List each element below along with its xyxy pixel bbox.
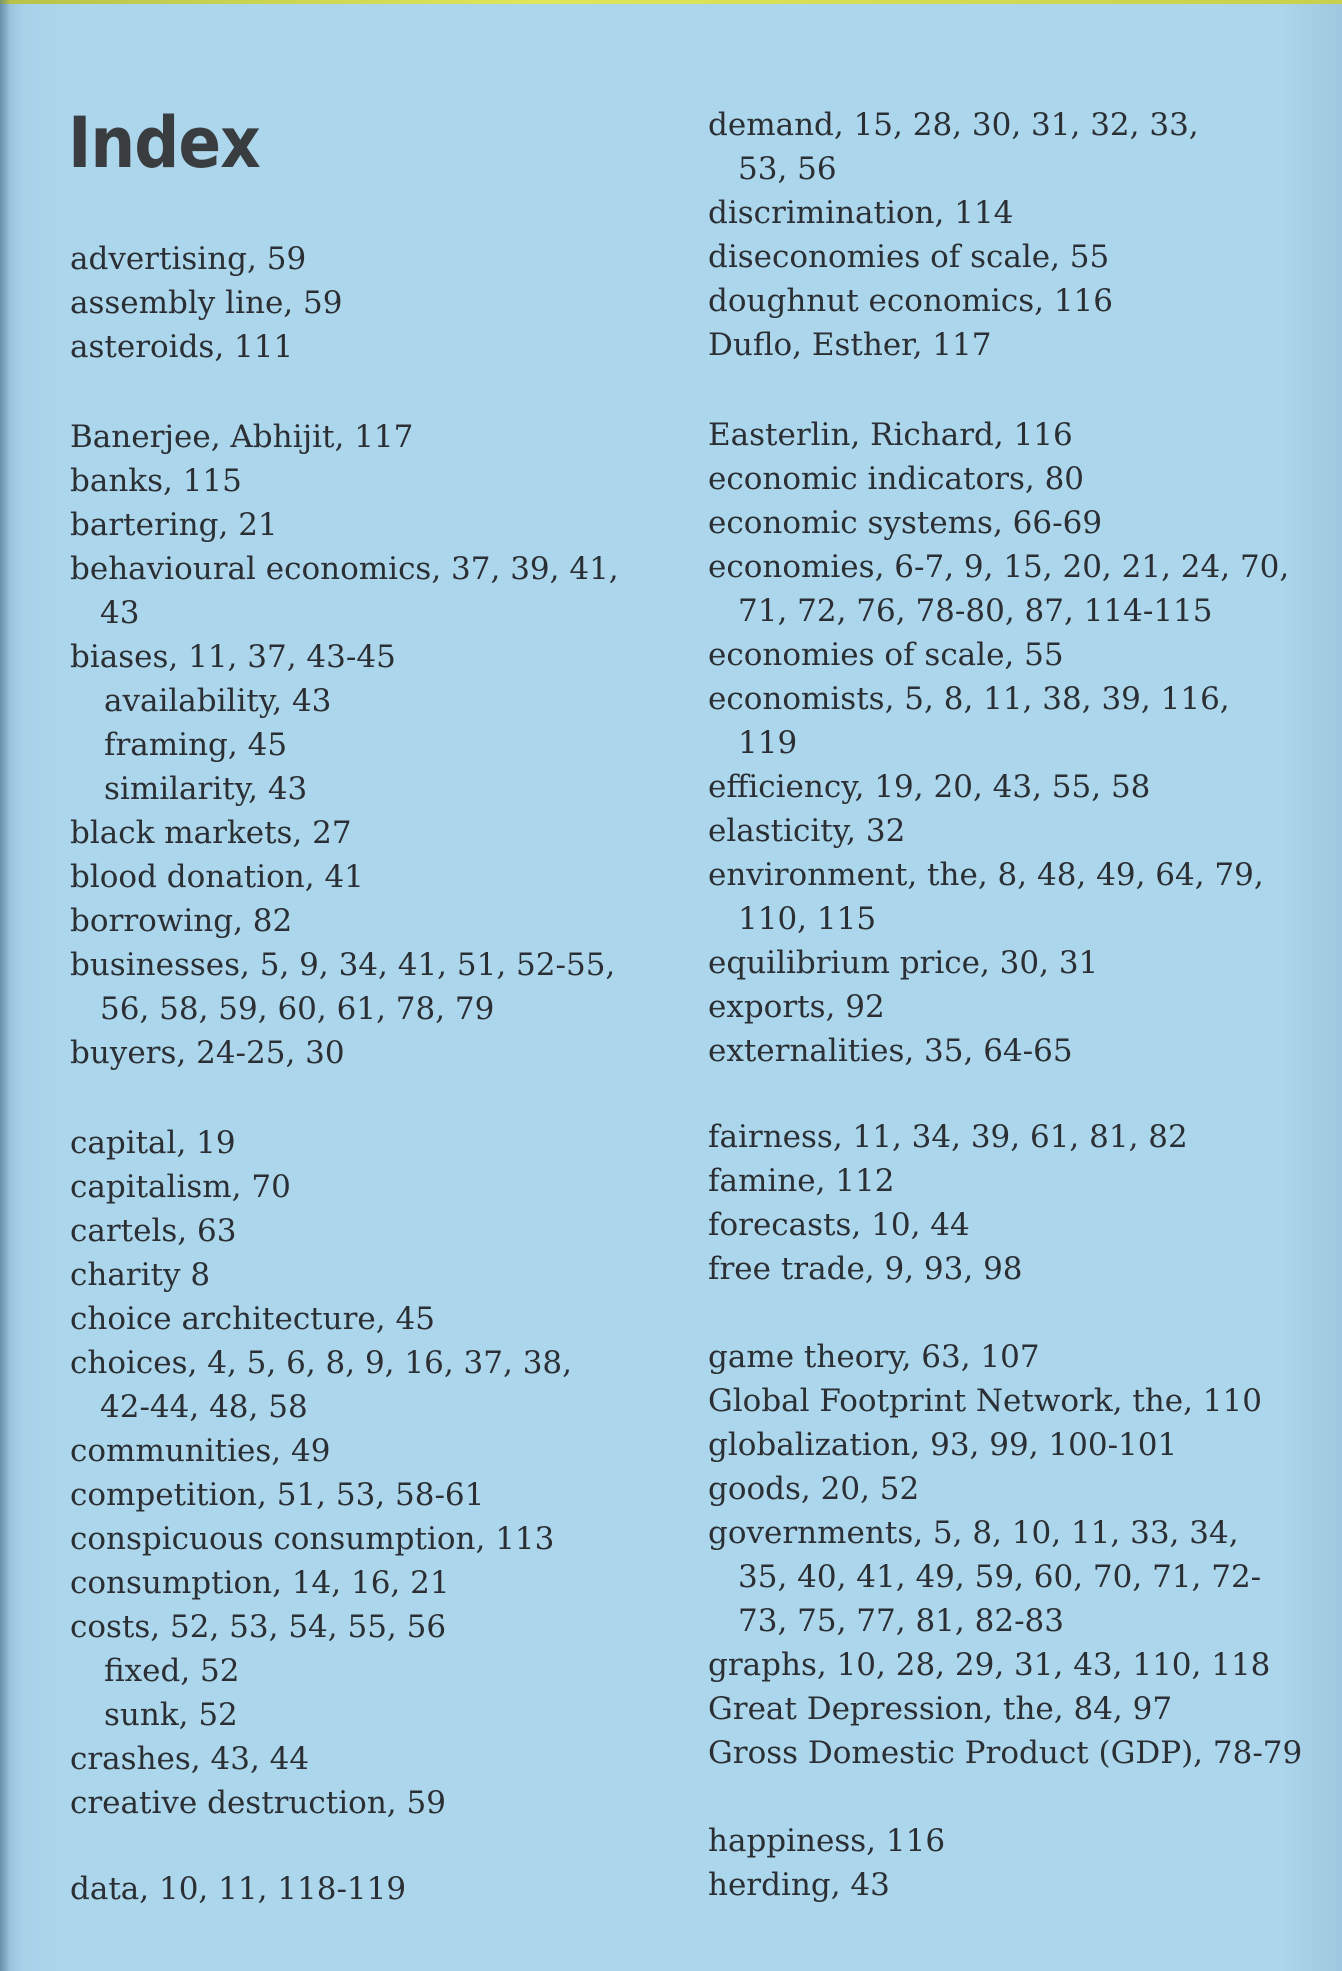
index-entry: elasticity, 32: [708, 813, 906, 849]
index-entry: Banerjee, Abhijit, 117: [70, 419, 414, 455]
index-entry: economies, 6-7, 9, 15, 20, 21, 24, 70,: [708, 549, 1290, 585]
index-entry: asteroids, 111: [70, 329, 294, 365]
index-entry: crashes, 43, 44: [70, 1741, 310, 1777]
index-entry: conspicuous consumption, 113: [70, 1521, 555, 1557]
index-subentry: fixed, 52: [104, 1653, 240, 1689]
index-entry: bartering, 21: [70, 507, 278, 543]
index-entry: demand, 15, 28, 30, 31, 32, 33,: [708, 107, 1199, 143]
top-color-strip: [0, 0, 1342, 4]
index-entry: creative destruction, 59: [70, 1785, 446, 1821]
spine-shadow: [0, 0, 10, 1971]
index-entry: advertising, 59: [70, 241, 307, 277]
index-entry: communities, 49: [70, 1433, 331, 1469]
index-entry-continuation: 110, 115: [738, 901, 877, 937]
index-entry: environment, the, 8, 48, 49, 64, 79,: [708, 857, 1264, 893]
index-entry: borrowing, 82: [70, 903, 293, 939]
index-entry: happiness, 116: [708, 1823, 946, 1859]
index-subentry: similarity, 43: [104, 771, 308, 807]
index-entry: blood donation, 41: [70, 859, 364, 895]
index-entry: governments, 5, 8, 10, 11, 33, 34,: [708, 1515, 1239, 1551]
index-entry: cartels, 63: [70, 1213, 237, 1249]
index-entry: equilibrium price, 30, 31: [708, 945, 1099, 981]
index-entry-continuation: 35, 40, 41, 49, 59, 60, 70, 71, 72-: [738, 1559, 1262, 1595]
index-entry-continuation: 43: [100, 595, 140, 631]
index-entry: efficiency, 19, 20, 43, 55, 58: [708, 769, 1151, 805]
index-entry: goods, 20, 52: [708, 1471, 920, 1507]
index-entry: data, 10, 11, 118-119: [70, 1871, 407, 1907]
index-entry: consumption, 14, 16, 21: [70, 1565, 450, 1601]
index-entry: biases, 11, 37, 43-45: [70, 639, 396, 675]
index-subentry: sunk, 52: [104, 1697, 238, 1733]
index-entry: game theory, 63, 107: [708, 1339, 1040, 1375]
index-entry: assembly line, 59: [70, 285, 343, 321]
page-title: Index: [68, 102, 260, 184]
index-entry: graphs, 10, 28, 29, 31, 43, 110, 118: [708, 1647, 1271, 1683]
index-entry: herding, 43: [708, 1867, 890, 1903]
index-entry: Great Depression, the, 84, 97: [708, 1691, 1173, 1727]
index-entry: charity 8: [70, 1257, 211, 1293]
index-entry: Gross Domestic Product (GDP), 78-79: [708, 1735, 1303, 1771]
index-entry: economists, 5, 8, 11, 38, 39, 116,: [708, 681, 1230, 717]
index-entry: choices, 4, 5, 6, 8, 9, 16, 37, 38,: [70, 1345, 572, 1381]
index-entry: Global Footprint Network, the, 110: [708, 1383, 1262, 1419]
index-entry: Duflo, Esther, 117: [708, 327, 992, 363]
index-entry: forecasts, 10, 44: [708, 1207, 970, 1243]
index-entry: choice architecture, 45: [70, 1301, 435, 1337]
index-entry: exports, 92: [708, 989, 885, 1025]
index-subentry: framing, 45: [104, 727, 288, 763]
index-entry: behavioural economics, 37, 39, 41,: [70, 551, 619, 587]
index-entry: globalization, 93, 99, 100-101: [708, 1427, 1178, 1463]
index-entry: capitalism, 70: [70, 1169, 291, 1205]
index-entry: economic indicators, 80: [708, 461, 1085, 497]
index-entry: competition, 51, 53, 58-61: [70, 1477, 485, 1513]
index-entry: buyers, 24-25, 30: [70, 1035, 345, 1071]
index-entry: businesses, 5, 9, 34, 41, 51, 52-55,: [70, 947, 616, 983]
index-entry: Easterlin, Richard, 116: [708, 417, 1073, 453]
index-entry: capital, 19: [70, 1125, 236, 1161]
index-entry: economies of scale, 55: [708, 637, 1064, 673]
index-entry: famine, 112: [708, 1163, 895, 1199]
index-entry: discrimination, 114: [708, 195, 1014, 231]
index-entry: banks, 115: [70, 463, 242, 499]
index-entry-continuation: 53, 56: [738, 151, 837, 187]
index-subentry: availability, 43: [104, 683, 332, 719]
index-entry-continuation: 119: [738, 725, 798, 761]
index-entry: fairness, 11, 34, 39, 61, 81, 82: [708, 1119, 1188, 1155]
index-entry-continuation: 56, 58, 59, 60, 61, 78, 79: [100, 991, 495, 1027]
index-entry: costs, 52, 53, 54, 55, 56: [70, 1609, 447, 1645]
index-entry-continuation: 71, 72, 76, 78-80, 87, 114-115: [738, 593, 1213, 629]
index-entry: doughnut economics, 116: [708, 283, 1113, 319]
index-entry: diseconomies of scale, 55: [708, 239, 1110, 275]
index-entry: free trade, 9, 93, 98: [708, 1251, 1023, 1287]
index-entry-continuation: 73, 75, 77, 81, 82-83: [738, 1603, 1064, 1639]
index-entry: black markets, 27: [70, 815, 352, 851]
index-entry: economic systems, 66-69: [708, 505, 1103, 541]
index-entry: externalities, 35, 64-65: [708, 1033, 1073, 1069]
index-entry-continuation: 42-44, 48, 58: [100, 1389, 308, 1425]
